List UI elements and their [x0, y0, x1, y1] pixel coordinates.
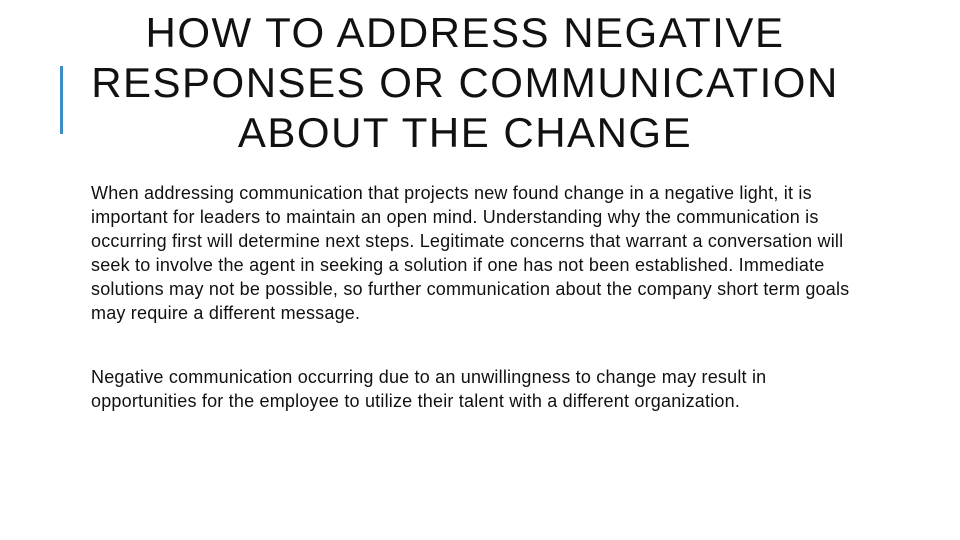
body-paragraph-1: When addressing communication that projects new found change in a negative light, it is important for leaders to maintain an open mind. Understanding why the communication is occurring first will determine next steps. Legitimate concerns that warrant a conversation will seek to involve the agent in seeking a solution if one has not been established. Immediate solutions may not be possible, so further communication about the company short term goals may require a different message. — [91, 183, 850, 323]
title-accent-bar — [60, 66, 63, 134]
body-paragraph-2: Negative communication occurring due to an unwillingness to change may result in opportunities for the employee to utilize their talent with a different organization. — [91, 367, 767, 411]
slide-title: HOW TO ADDRESS NEGATIVE RESPONSES OR COMMUNICATION ABOUT THE CHANGE — [91, 9, 839, 156]
